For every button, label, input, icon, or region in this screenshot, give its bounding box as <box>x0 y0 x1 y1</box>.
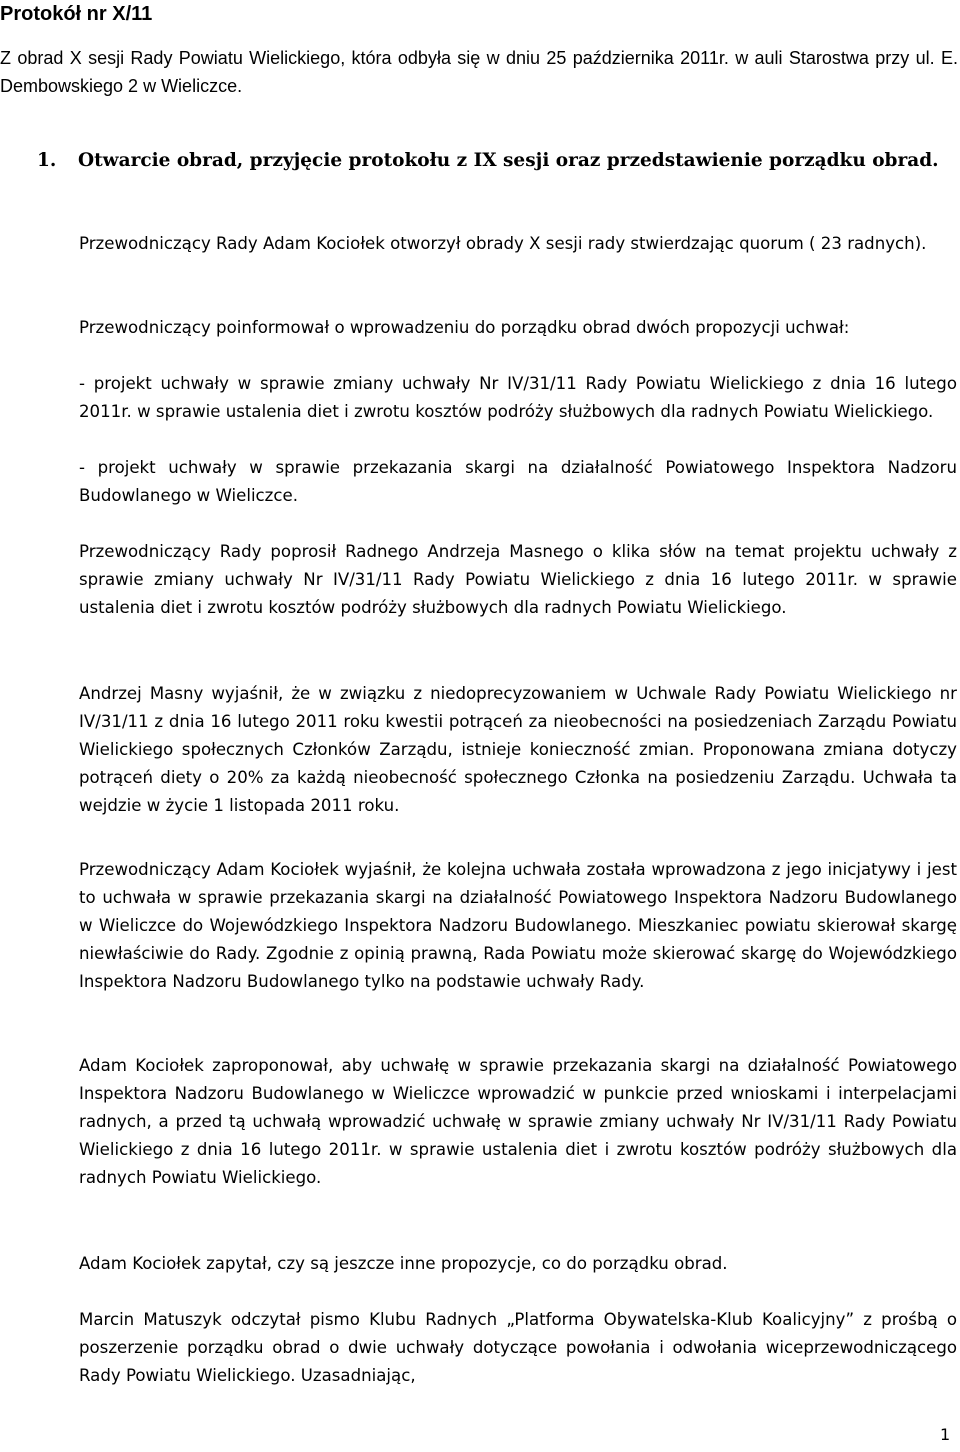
paragraph-matuszyk: Marcin Matuszyk odczytał pismo Klubu Radnych „Platforma Obywatelska-Klub Koalicyjny” z prośbą o poszerzenie porządku obrad o dwie uchwały dotyczące powołania i odwołania wiceprzewodniczącego Rady Powiatu Wielickiego. Uzasadniając, <box>79 1310 957 1385</box>
section-number: 1. <box>37 150 57 171</box>
paragraph-kociolek-proposal: Adam Kociołek zaproponował, aby uchwałę w sprawie przekazania skargi na działalność Powiatowego Inspektora Nadzoru Budowlanego w Wieliczce wprowadzić w punkcie przed wnioskami i interpelacjami radnych, a przed tą uchwałą wprowadzić uchwałę w sprawie zmiany uchwały Nr IV/31/11 Rady Powiatu Wielickiego z dnia 16 lutego 2011r. w sprawie ustalenia diet i zwrotu kosztów podróży służbowych dla radnych Powiatu Wielickiego. <box>79 1056 957 1187</box>
section-heading <box>37 146 958 176</box>
paragraph-kociolek-explanation: Przewodniczący Adam Kociołek wyjaśnił, że kolejna uchwała została wprowadzona z jego inicjatywy i jest to uchwała w sprawie przekazania skargi na działalność Powiatowego Inspektora Nadzoru Budowlanego w Wieliczce do Wojewódzkiego Inspektora Nadzoru Budowlanego. Mieszkaniec powiatu skierował skargę niewłaściwie do Rady. Zgodnie z opinią prawną, Rada Powiatu może skierować skargę do Wojewódzkiego Inspektora Nadzoru Budowlanego tylko na podstawie uchwały Rady. <box>79 860 957 991</box>
agenda-item-1: - projekt uchwały w sprawie zmiany uchwały Nr IV/31/11 Rady Powiatu Wielickiego z dnia 16 lutego 2011r. w sprawie ustalenia diet i zwrotu kosztów podróży służbowych dla radnych Powiatu Wielickiego. <box>79 374 957 421</box>
document-title: Protokół nr X/11 <box>0 3 153 25</box>
intro-paragraph: Z obrad X sesji Rady Powiatu Wielickiego, która odbyła się w dniu 25 października 2011r. w auli Starostwa przy ul. E. Dembowskiego 2 w Wieliczce. <box>0 48 958 96</box>
paragraph-masny: Andrzej Masny wyjaśnił, że w związku z niedoprecyzowaniem w Uchwale Rady Powiatu Wielickiego nr IV/31/11 z dnia 16 lutego 2011 roku kwestii potrąceń za nieobecności na posiedzeniach Zarządu Powiatu Wielickiego społecznych Członków Zarządu, istnieje konieczność zmian. Proponowana zmiana dotyczy potrąceń diety o 20% za każdą nieobecność społecznego Członka na posiedzeniu Zarządu. Uchwała ta wejdzie w życie 1 listopada 2011 roku. <box>79 684 957 815</box>
paragraph-request: Przewodniczący Rady poprosił Radnego Andrzeja Masnego o klika słów na temat projektu uchwały z sprawie zmiany uchwały Nr IV/31/11 Rady Powiatu Wielickiego z dnia 16 lutego 2011r. w sprawie ustalenia diet i zwrotu kosztów podróży służbowych dla radnych Powiatu Wielickiego. <box>79 542 957 617</box>
agenda-item-2: - projekt uchwały w sprawie przekazania skargi na działalność Powiatowego Inspektora Nadzoru Budowlanego w Wieliczce. <box>79 458 957 505</box>
paragraph-opening: Przewodniczący Rady Adam Kociołek otworzył obrady X sesji rady stwierdzając quorum ( 23 radnych). <box>79 234 927 253</box>
paragraph-kociolek-question: Adam Kociołek zapytał, czy są jeszcze inne propozycje, co do porządku obrad. <box>79 1254 728 1273</box>
section-heading-text: Otwarcie obrad, przyjęcie protokołu z IX sesji oraz przedstawienie porządku obrad. <box>78 150 939 171</box>
paragraph-agenda-intro: Przewodniczący poinformował o wprowadzeniu do porządku obrad dwóch propozycji uchwał: <box>79 318 850 337</box>
page-number: 1 <box>940 1425 951 1444</box>
